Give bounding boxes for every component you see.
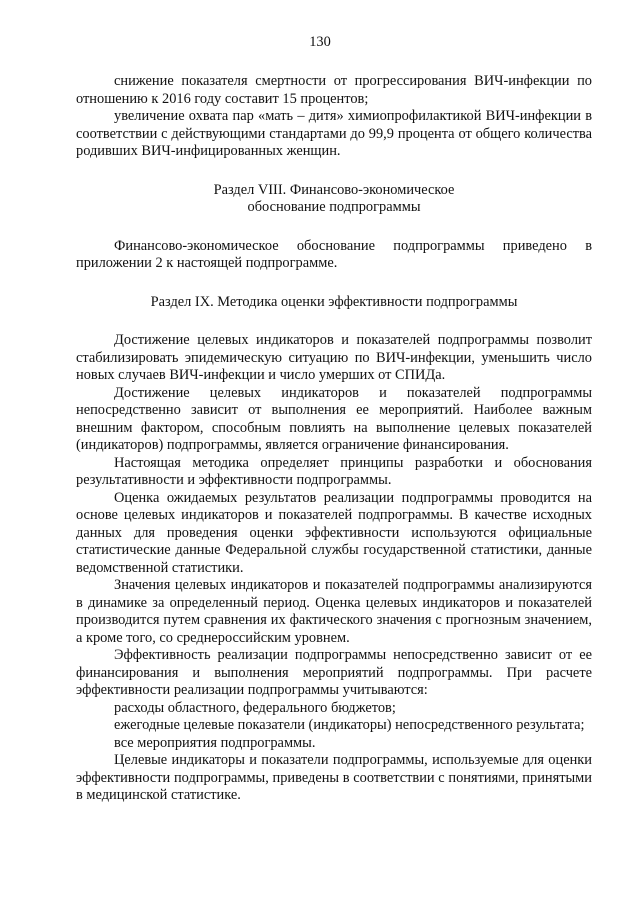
section-9-title: Раздел IX. Методика оценки эффективности подпрограммы (150, 293, 518, 310)
paragraph: увеличение охвата пар «мать – дитя» химиопрофилактикой ВИЧ-инфекции в соответствии с действующими стандартами до 99,9 процента от общего количества родивших ВИЧ-инфицированных женщин. (76, 108, 592, 159)
page-content (76, 73, 592, 805)
paragraph: Значения целевых индикаторов и показателей подпрограммы анализируются в динамике за определенный период. Оценка целевых индикаторов и показателей производится путем сравнения их фактического значения с прогнозным значением, а кроме того, со среднероссийским уровнем. (76, 577, 592, 646)
paragraph: Настоящая методика определяет принципы разработки и обоснования результативности и эффективности подпрограммы. (76, 454, 592, 488)
paragraph: Эффективность реализации подпрограммы непосредственно зависит от ее финансирования и выполнения мероприятий подпрограммы. При расчете эффективности реализации подпрограммы учитываются: (76, 647, 592, 698)
paragraph: Оценка ожидаемых результатов реализации подпрограммы проводится на основе целевых индикаторов и показателей подпрограммы. В качестве исходных данных для проведения оценки эффективности используются официальные статистические данные Федеральной службы государственной статистики, данные ведомственной статистики. (76, 489, 592, 576)
paragraph: снижение показателя смертности от прогрессирования ВИЧ-инфекции по отношению к 2016 году составит 15 процентов; (76, 73, 592, 107)
paragraph: Достижение целевых индикаторов и показателей подпрограммы позволит стабилизировать эпидемическую ситуацию по ВИЧ-инфекции, уменьшить число новых случаев ВИЧ-инфекции и число умерших от СПИДа. (76, 332, 592, 383)
list-item: расходы областного, федерального бюджетов; (114, 699, 396, 716)
list-item: ежегодные целевые показатели (индикаторы) непосредственного результата; (114, 717, 585, 733)
page-number: 130 (309, 34, 331, 50)
section-8-title-line-2: обоснование подпрограммы (247, 199, 421, 215)
paragraph: Достижение целевых индикаторов и показателей подпрограммы непосредственно зависит от выполнения ее мероприятий. Наиболее важным внешним фактором, способным повлиять на выполнение целевых показателей (индикаторов) подпрограммы, является ограничение финансирования. (76, 384, 592, 453)
section-8-title-line-1: Раздел VIII. Финансово-экономическое (213, 181, 455, 198)
paragraph: Целевые индикаторы и показатели подпрограммы, используемые для оценки эффективности подпрограммы, приведены в соответствии с понятиями, принятыми в медицинской статистике. (76, 752, 592, 803)
list-item: все мероприятия подпрограммы. (114, 734, 316, 751)
section-8-text: Финансово-экономическое обоснование подпрограммы приведено в приложении 2 к настоящей подпрограмме. (76, 237, 592, 271)
